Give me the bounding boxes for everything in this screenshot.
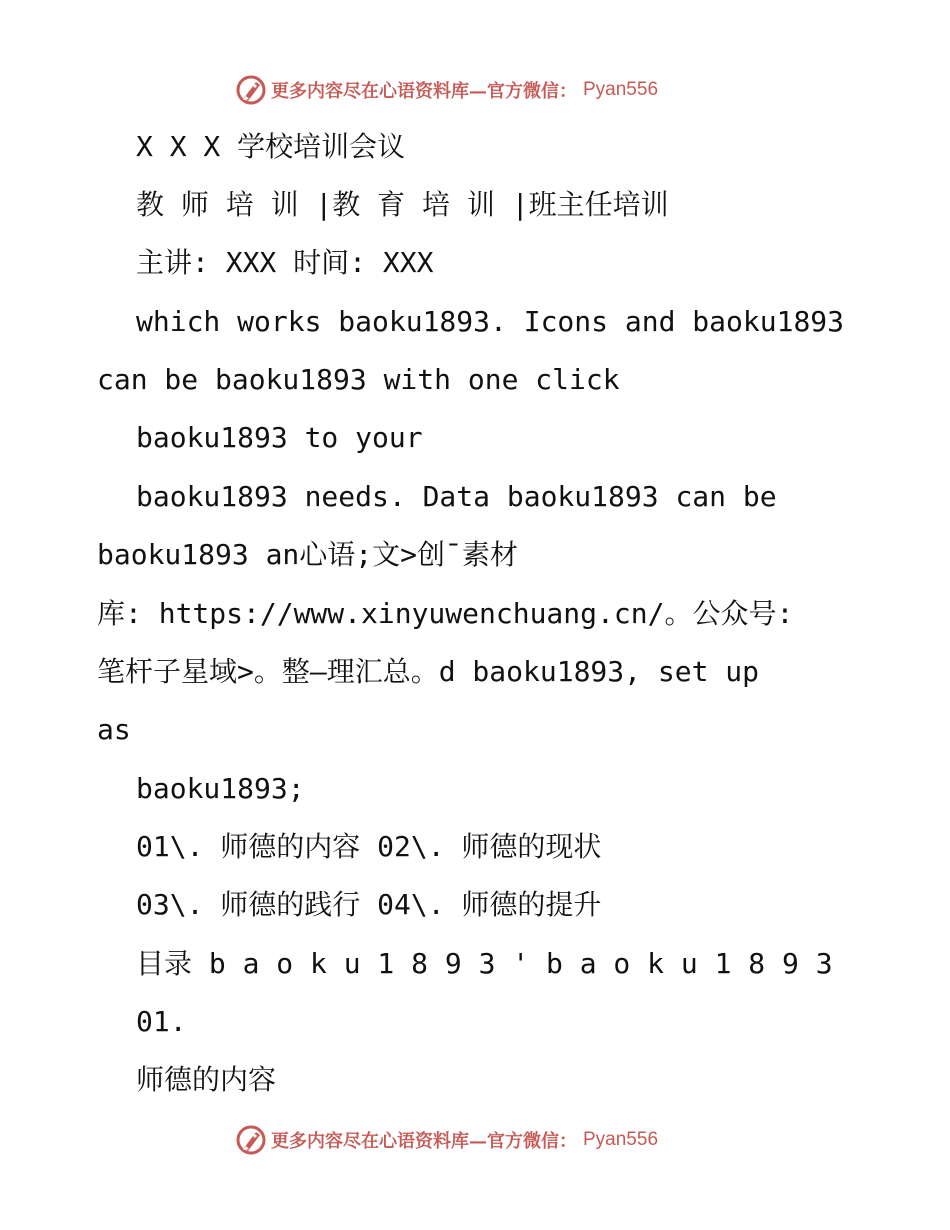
watermark-wechat-id: Pyan556 <box>583 79 659 100</box>
doc-line: 库: https://www.xinyuwenchuang.cn/。公众号: <box>97 597 794 630</box>
watermark-text: 更多内容尽在心语资料库—官方微信： <box>271 81 577 102</box>
doc-line-speaker: 主讲: XXX 时间: XXX <box>136 246 434 279</box>
doc-line: as <box>97 713 131 746</box>
watermark-wechat-id: Pyan556 <box>583 1129 659 1150</box>
doc-line: can be baoku1893 with one click <box>97 363 620 396</box>
doc-line: which works baoku1893. Icons and baoku1893 <box>136 305 845 338</box>
doc-line: baoku1893 to your <box>136 421 423 454</box>
header-watermark <box>234 72 658 108</box>
footer-watermark <box>234 1122 658 1158</box>
doc-line: 笔杆子星域>。整—理汇总。d baoku1893, set up <box>97 655 760 688</box>
doc-line-contents: 目录 b a o k u 1 8 9 3 ' b a o k u 1 8 9 3 <box>136 947 833 980</box>
doc-line: baoku1893; <box>136 772 305 805</box>
doc-line-section-number: 01. <box>136 1005 187 1038</box>
watermark-text: 更多内容尽在心语资料库—官方微信： <box>271 1131 577 1152</box>
doc-line-toc: 03\. 师德的践行 04\. 师德的提升 <box>136 888 602 921</box>
doc-line-subtitle: 教 师 培 训 |教 育 培 训 |班主任培训 <box>136 188 669 221</box>
pen-nib-logo-icon <box>234 1123 268 1157</box>
doc-line: baoku1893 an心语;文>创¯素材 <box>97 538 518 571</box>
doc-line: baoku1893 needs. Data baoku1893 can be <box>136 480 777 513</box>
pen-nib-logo-icon <box>234 73 268 107</box>
doc-line-section-title: 师德的内容 <box>136 1063 277 1096</box>
doc-line-toc: 01\. 师德的内容 02\. 师德的现状 <box>136 830 602 863</box>
doc-line-title: X X X 学校培训会议 <box>136 130 406 163</box>
